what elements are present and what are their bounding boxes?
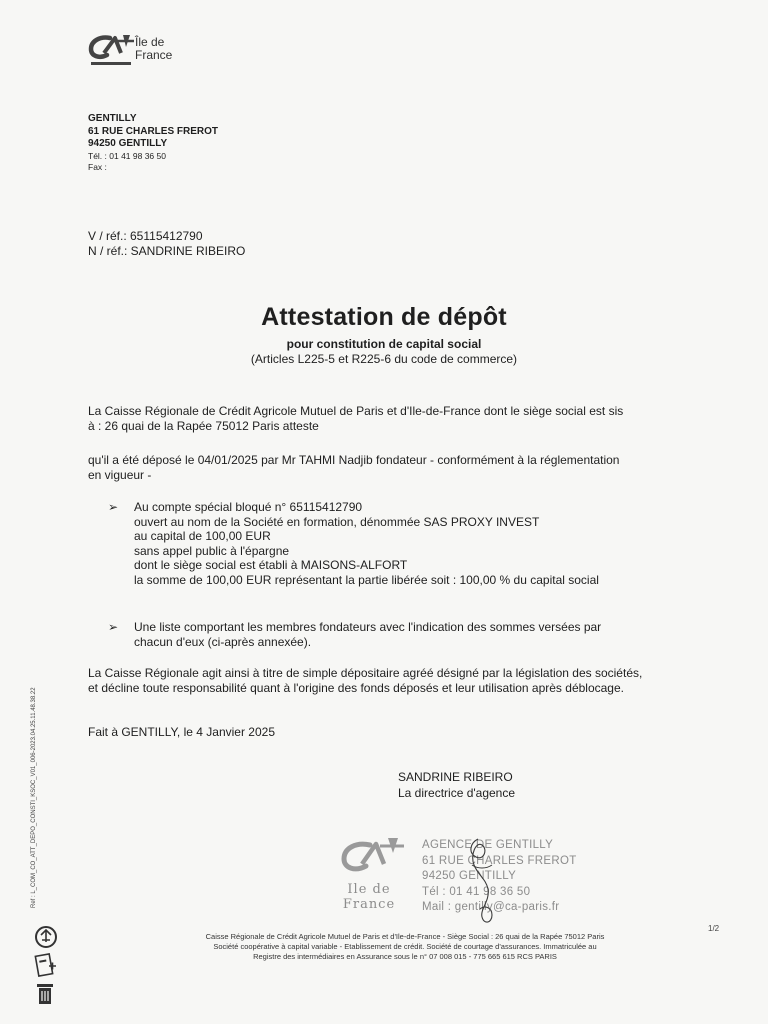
deposit-line-2: en vigueur - <box>88 468 152 482</box>
bullet-arrow-icon: ➢ <box>108 620 119 634</box>
signature-block <box>398 769 515 801</box>
your-reference: V / réf.: 65115412790 <box>88 229 203 243</box>
signatory-name: SANDRINE RIBEIRO <box>398 770 513 784</box>
agency-fax: Fax : <box>88 161 107 172</box>
stamp-line: Mail : gentilly@ca-paris.fr <box>422 901 560 913</box>
disclaimer-paragraph <box>88 666 728 696</box>
trash-bin-icon <box>34 982 58 1008</box>
vertical-reference-code: Ref : L_COM_CO_ATT_DEPO_CONSTI_KSOC_V01_006-2023.04.25.11.48.38.22 <box>31 687 37 908</box>
paper-print-icon <box>34 952 60 980</box>
footer-line: Caisse Régionale de Crédit Agricole Mutuel de Paris et d'Ile-de-France - Siège Social : 26 quai de la Rapée 75012 Paris <box>205 932 605 941</box>
credit-agricole-logo-icon <box>88 32 136 68</box>
references <box>88 229 245 259</box>
bullet-line: dont le siège social est établi à MAISONS-ALFORT <box>134 558 408 572</box>
disclaimer-line-1: La Caisse Régionale agit ainsi à titre de simple dépositaire agréé désigné par la législation des sociétés, <box>88 666 643 680</box>
stamp-line: Tél : 01 41 98 36 50 <box>422 885 531 898</box>
stamp-line: 61 RUE CHARLES FREROT <box>422 854 577 867</box>
legal-footer <box>150 932 660 962</box>
disclaimer-line-2: et décline toute responsabilité quant à l'origine des fonds déposés et leur utilisation après déblocage. <box>88 681 624 695</box>
deposit-line-1: qu'il a été déposé le 04/01/2025 par Mr TAHMI Nadjib fondateur - conformément à la réglementation <box>88 453 620 467</box>
intro-line-2: à : 26 quai de la Rapée 75012 Paris atteste <box>88 419 319 433</box>
agency-stamp <box>336 835 596 915</box>
bullet-account-details <box>108 500 728 587</box>
footer-line: Société coopérative à capital variable - Etablissement de crédit. Société de courtage d'assurances. Immatriculée au <box>213 942 597 951</box>
stamp-region-line-1: Ile de <box>347 882 391 897</box>
bullet-line: la somme de 100,00 EUR représentant la partie libérée soit : 100,00 % du capital social <box>134 572 599 587</box>
logo-region-text <box>135 36 172 62</box>
bullet-founders-list <box>108 620 728 649</box>
deposit-paragraph <box>88 453 728 483</box>
stamp-region-line-2: France <box>342 897 396 912</box>
legal-articles: (Articles L225-5 et R225-6 du code de commerce) <box>250 352 518 366</box>
title-block <box>0 303 768 366</box>
agency-address <box>88 113 218 173</box>
stamp-logo-icon <box>338 835 408 885</box>
our-reference: N / réf.: SANDRINE RIBEIRO <box>88 244 246 258</box>
agency-name: GENTILLY <box>88 113 137 124</box>
bullet-line: Au compte spécial bloqué n° 65115412790 <box>134 500 363 514</box>
bullet-line: sans appel public à l'épargne <box>134 543 290 558</box>
place-date: Fait à GENTILLY, le 4 Janvier 2025 <box>88 725 275 739</box>
logo-line-1: Île de <box>135 35 165 49</box>
signatory-role: La directrice d'agence <box>398 786 516 800</box>
bullet-arrow-icon: ➢ <box>108 500 119 514</box>
intro-paragraph <box>88 404 728 434</box>
intro-line-1: La Caisse Régionale de Crédit Agricole Mutuel de Paris et d'Ile-de-France dont le siège social est sis <box>88 404 624 418</box>
stamp-line: 94250 GENTILLY <box>422 870 517 882</box>
logo-line-2: France <box>135 48 173 62</box>
credit-agricole-logo <box>88 32 208 72</box>
agency-tel: Tél. : 01 41 98 36 50 <box>88 150 166 161</box>
bullet-line: au capital de 100,00 EUR <box>134 529 271 543</box>
stamp-line: AGENCE DE GENTILLY <box>422 839 554 851</box>
handwritten-signature <box>458 835 518 927</box>
bullet-line: chacun d'eux (ci-après annexée). <box>134 634 312 649</box>
document-title: Attestation de dépôt <box>261 303 507 331</box>
agency-postcode-city: 94250 GENTILLY <box>88 138 168 149</box>
document-subtitle: pour constitution de capital social <box>286 337 482 351</box>
bullet-line: ouvert au nom de la Société en formation, dénommée SAS PROXY INVEST <box>134 514 540 529</box>
stamp-region <box>342 882 396 912</box>
agency-street: 61 RUE CHARLES FREROT <box>88 125 219 137</box>
page-number: 1/2 <box>708 924 720 933</box>
recycle-icon <box>34 926 60 948</box>
bullet-line: Une liste comportant les membres fondateurs avec l'indication des sommes versées par <box>134 620 602 634</box>
footer-line: Registre des intermédiaires en Assurance sous le n° 07 008 015 - 775 665 615 RCS PARIS <box>253 952 557 961</box>
